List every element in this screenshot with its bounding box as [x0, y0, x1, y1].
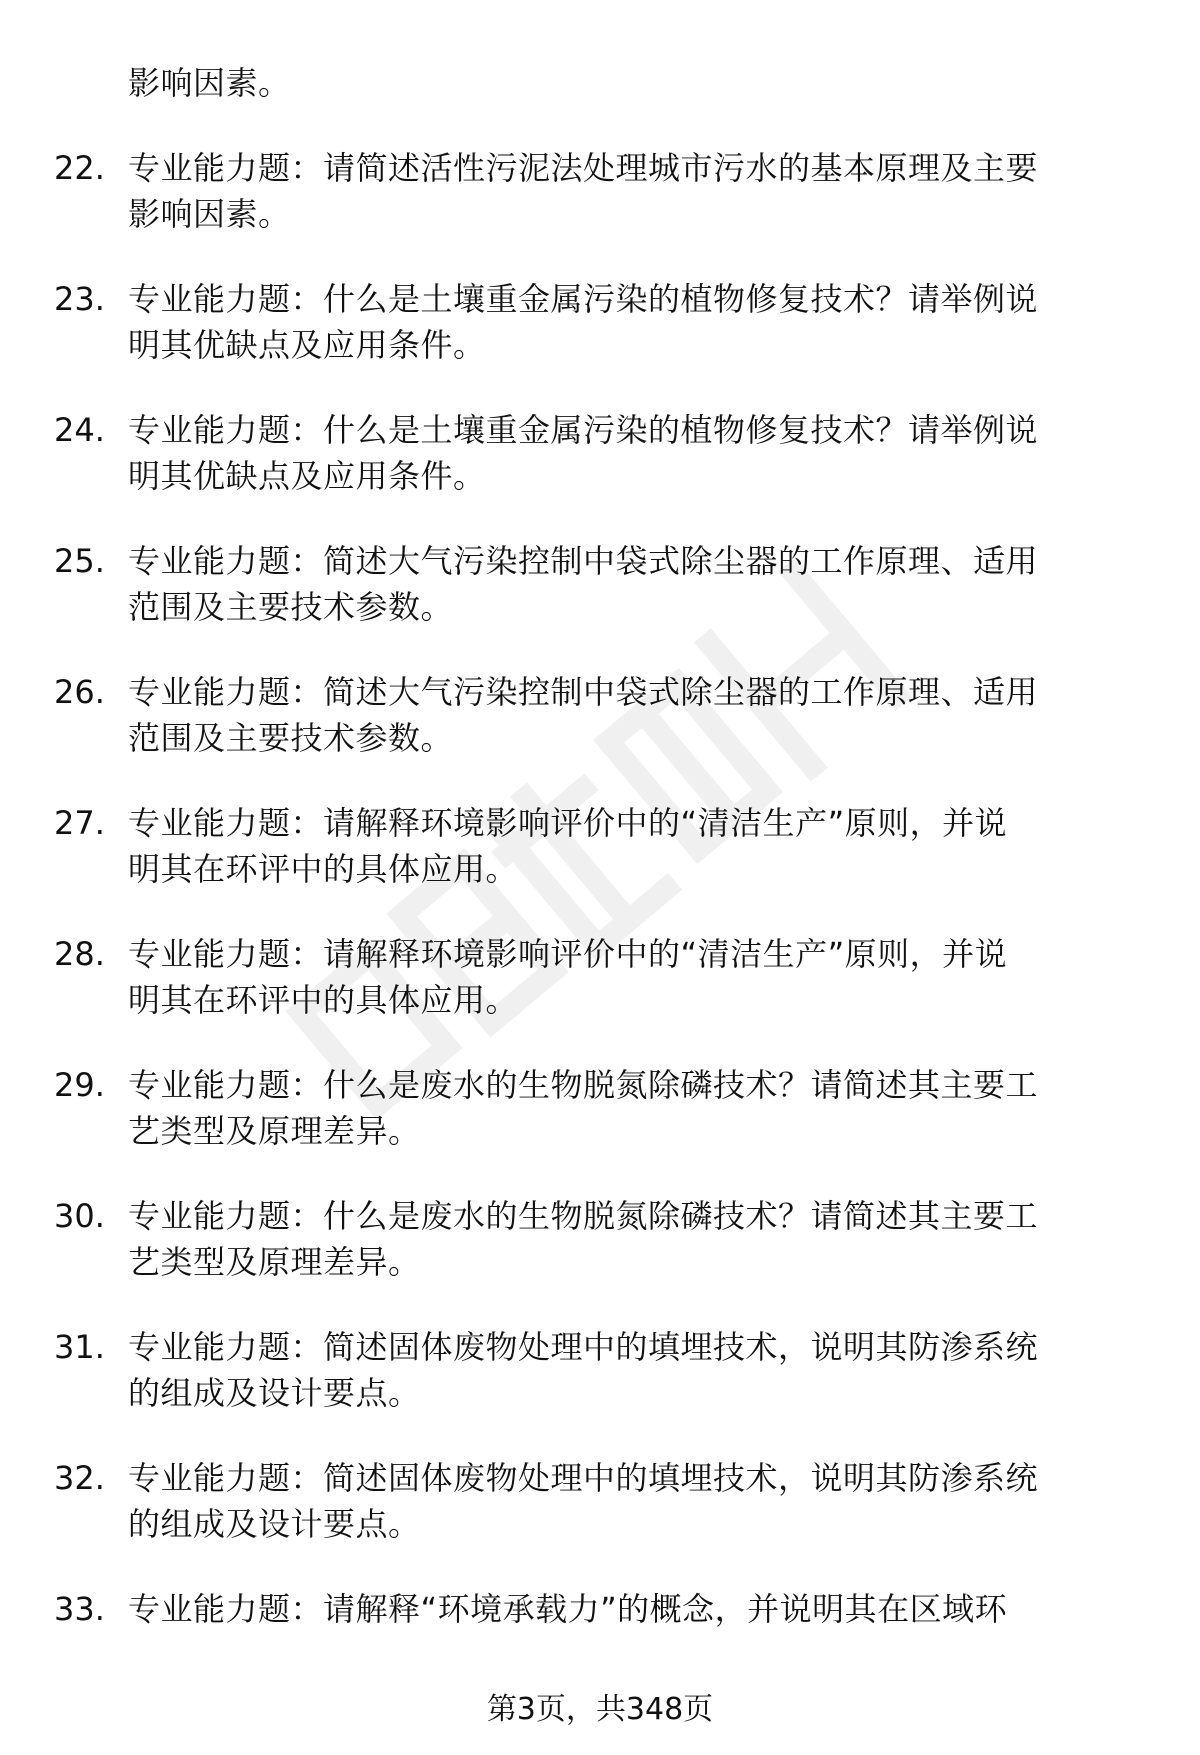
question-item — [0, 145, 1200, 276]
question-text-line: 专业能力题：请解释“环境承载力”的概念，并说明其在区域环 — [128, 1590, 1008, 1628]
question-item — [0, 1193, 1200, 1324]
question-text-line: 专业能力题：请简述活性污泥法处理城市污水的基本原理及主要 — [128, 149, 1039, 187]
continuation-text: 影响因素。 — [128, 64, 291, 102]
question-text-line: 明其优缺点及应用条件。 — [128, 326, 486, 364]
question-text — [128, 538, 1138, 630]
question-text-line: 范围及主要技术参数。 — [128, 719, 454, 757]
question-text — [128, 145, 1138, 237]
question-text — [128, 669, 1138, 761]
question-text-line: 的组成及设计要点。 — [128, 1374, 421, 1412]
question-number: 23. — [54, 280, 105, 318]
question-text — [128, 1324, 1138, 1416]
question-list — [0, 145, 1200, 1717]
question-text-line: 专业能力题：什么是土壤重金属污染的植物修复技术？请举例说 — [128, 280, 1039, 318]
question-number: 30. — [54, 1197, 105, 1235]
question-text-line: 专业能力题：简述固体废物处理中的填埋技术，说明其防渗系统 — [128, 1459, 1039, 1497]
question-text-line: 影响因素。 — [128, 195, 291, 233]
question-number: 29. — [54, 1066, 105, 1104]
question-text — [128, 1193, 1138, 1285]
question-number: 24. — [54, 411, 105, 449]
question-text — [128, 407, 1138, 499]
question-text — [128, 931, 1138, 1023]
question-item — [0, 1455, 1200, 1586]
question-number: 22. — [54, 149, 105, 187]
question-item — [0, 931, 1200, 1062]
question-text — [128, 1062, 1138, 1154]
question-text — [128, 1455, 1138, 1547]
question-item — [0, 407, 1200, 538]
question-text-line: 明其优缺点及应用条件。 — [128, 457, 486, 495]
question-text-line: 的组成及设计要点。 — [128, 1505, 421, 1543]
question-item — [0, 800, 1200, 931]
question-number: 28. — [54, 935, 105, 973]
question-item — [0, 276, 1200, 407]
question-text-line: 范围及主要技术参数。 — [128, 588, 454, 626]
page-footer: 第3页，共348页 — [486, 1692, 714, 1727]
question-text — [128, 1586, 1138, 1632]
question-text-line: 专业能力题：什么是废水的生物脱氮除磷技术？请简述其主要工 — [128, 1066, 1039, 1104]
question-text-line: 专业能力题：简述固体废物处理中的填埋技术，说明其防渗系统 — [128, 1328, 1039, 1366]
question-text-line: 明其在环评中的具体应用。 — [128, 850, 519, 888]
question-number: 33. — [54, 1590, 105, 1628]
question-text-line: 专业能力题：请解释环境影响评价中的“清洁生产”原则，并说 — [128, 804, 1008, 842]
question-number: 32. — [54, 1459, 105, 1497]
question-text — [128, 276, 1138, 368]
question-number: 27. — [54, 804, 105, 842]
question-number: 26. — [54, 673, 105, 711]
question-text-line: 艺类型及原理差异。 — [128, 1112, 421, 1150]
question-number: 31. — [54, 1328, 105, 1366]
question-item — [0, 669, 1200, 800]
question-item — [0, 1062, 1200, 1193]
question-number: 25. — [54, 542, 105, 580]
question-text-line: 艺类型及原理差异。 — [128, 1243, 421, 1281]
question-item — [0, 538, 1200, 669]
question-text-line: 明其在环评中的具体应用。 — [128, 981, 519, 1019]
question-text-line: 专业能力题：什么是土壤重金属污染的植物修复技术？请举例说 — [128, 411, 1039, 449]
question-text — [128, 800, 1138, 892]
question-text-line: 专业能力题：请解释环境影响评价中的“清洁生产”原则，并说 — [128, 935, 1008, 973]
question-text-line: 专业能力题：简述大气污染控制中袋式除尘器的工作原理、适用 — [128, 542, 1039, 580]
question-item — [0, 1324, 1200, 1455]
question-text-line: 专业能力题：简述大气污染控制中袋式除尘器的工作原理、适用 — [128, 673, 1039, 711]
question-text-line: 专业能力题：什么是废水的生物脱氮除磷技术？请简述其主要工 — [128, 1197, 1039, 1235]
